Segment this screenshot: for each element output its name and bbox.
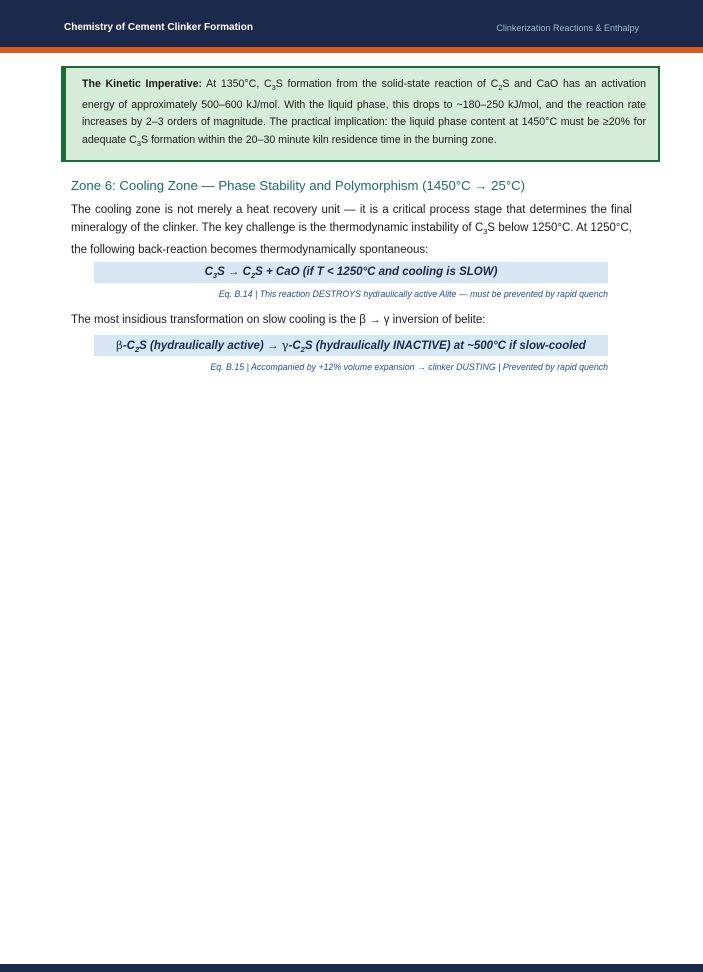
greek-beta: β (116, 338, 123, 352)
subscript: 3 (271, 83, 276, 92)
subscript: 3 (212, 271, 218, 280)
equation-text: -C (122, 340, 135, 352)
equation-text: S → C (217, 266, 251, 278)
page-footer (0, 964, 703, 972)
equation-text: C (204, 266, 213, 278)
equation-b14-caption: Eq. B.14 | This reaction DESTROYS hydraulically active Alite — must be prevented by rapid quench (218, 289, 608, 299)
kinetic-imperative-callout (61, 66, 660, 162)
equation-text: S (hydraulically active) → (139, 340, 282, 352)
callout-label: The Kinetic Imperative: (82, 78, 203, 90)
equation-text: -C (288, 340, 301, 352)
zone6-paragraph-1 (71, 201, 632, 259)
subscript: 3 (136, 138, 141, 148)
callout-text: S formation from the solid-state reaction of C (275, 78, 499, 90)
zone6-paragraph-2: The most insidious transformation on slow cooling is the β → γ inversion of belite: (71, 314, 486, 326)
equation-b15-caption: Eq. B.15 | Accompanied by +12% volume expansion → clinker DUSTING | Prevented by rapid quench (210, 362, 608, 372)
callout-text: S formation within the 20–30 minute kiln residence time in the burning zone. (140, 133, 497, 146)
callout-text: At 1350°C, C (202, 78, 272, 90)
paragraph-text: The cooling zone is not merely a heat recovery unit — it is a critical process stage that determines the final mineralogy of the clinker. The key challenge is the thermodynamic instability of C (71, 204, 632, 234)
equation-b14 (94, 262, 608, 283)
paragraph-text: S below 1250°C. At 1250°C, the following back-reaction becomes thermodynamically spontaneous: (71, 222, 632, 256)
equation-text: S (hydraulically INACTIVE) at ~500°C if slow-cooled (304, 340, 586, 352)
zone6-heading: Zone 6: Cooling Zone — Phase Stability and Polymorphism (1450°C → 25°C) (71, 178, 526, 193)
subscript: 2 (300, 345, 305, 354)
header-section-title: Clinkerization Reactions & Enthalpy (496, 23, 639, 33)
equation-text: S + CaO (if T < 1250°C and cooling is SLOW) (255, 266, 498, 278)
subscript: 2 (134, 345, 140, 354)
header-document-title: Chemistry of Cement Clinker Formation (64, 22, 253, 33)
subscript: 2 (498, 83, 503, 92)
header-accent-bar (0, 47, 703, 53)
greek-gamma: γ (281, 338, 289, 352)
equation-b15 (94, 335, 608, 356)
callout-text: S and CaO has an activation energy of approximately 500–600 kJ/mol. With the liquid phase, this drops to ~180–250 kJ/mol, and the reaction rate increases by 2–3 orders of magnitude. The practical implication: the liquid phase content at 1450°C must be ≥20% for adequate C (82, 78, 646, 146)
subscript: 2 (250, 271, 256, 280)
subscript: 3 (483, 227, 488, 236)
